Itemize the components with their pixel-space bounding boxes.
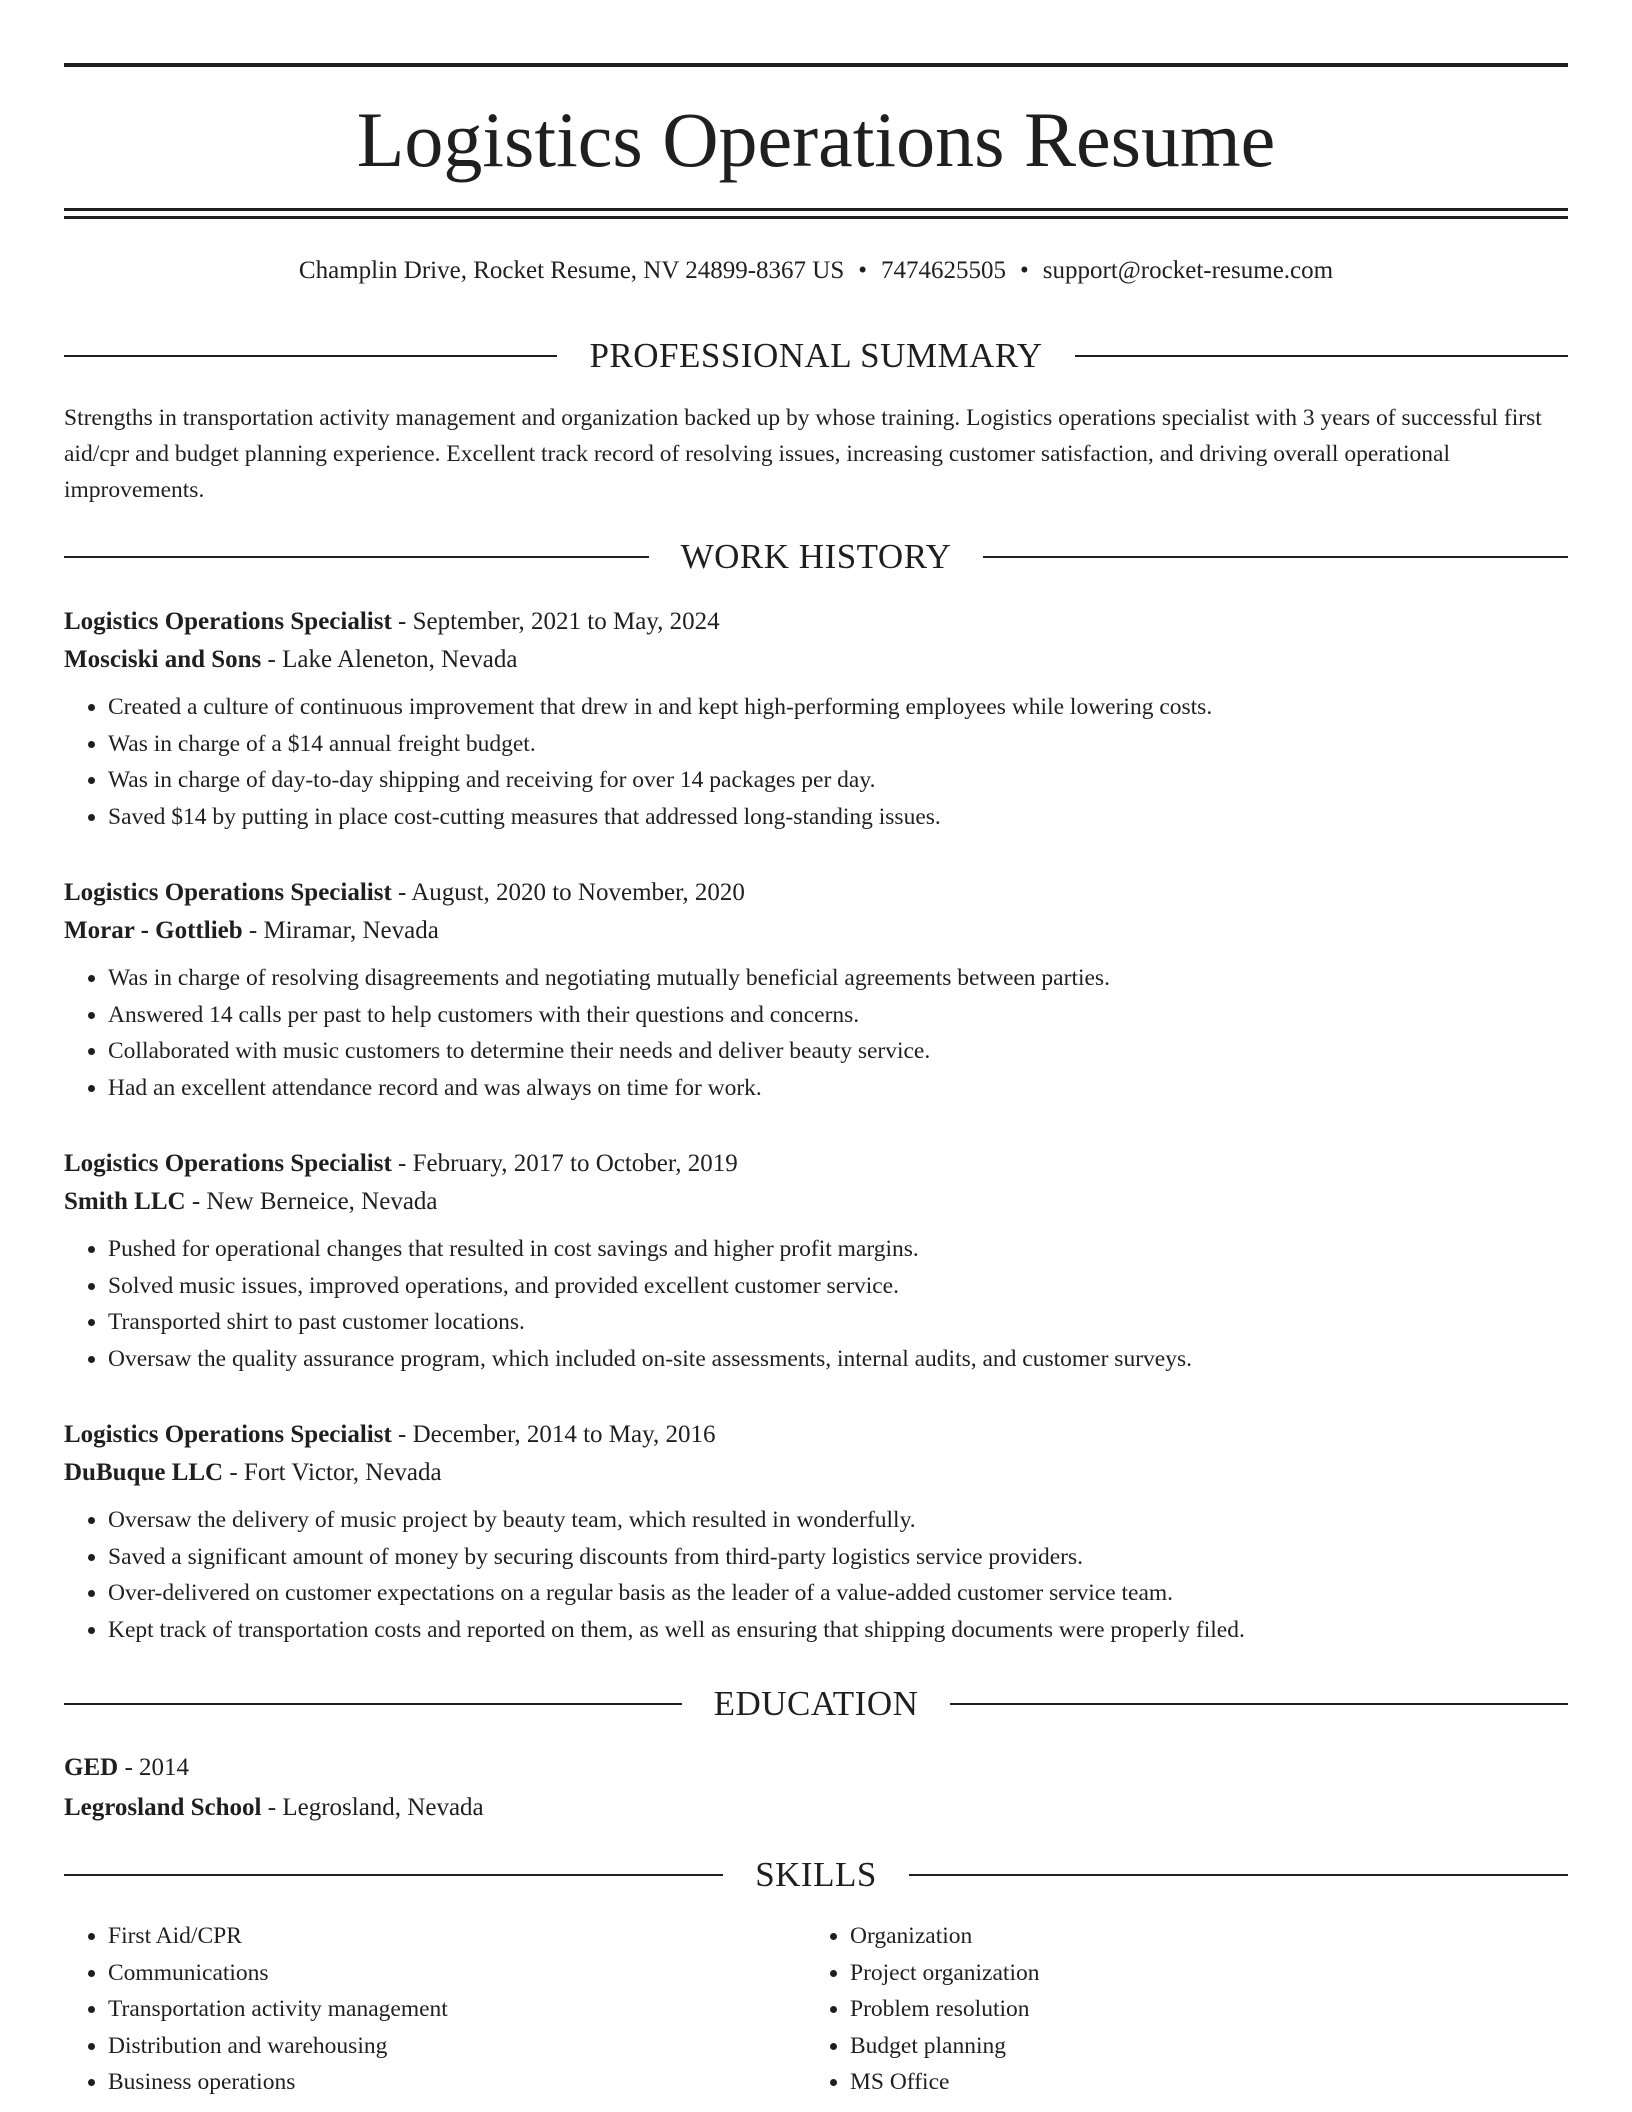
- job-bullet: • Was in charge of a $14 annual freight budget.: [108, 726, 1568, 763]
- job-location: - New Berneice, Nevada: [185, 1188, 438, 1215]
- skill-item: • Project organization: [850, 1955, 1548, 1992]
- summary-text: Strengths in transportation activity management and organization backed up by whose training. Logistics operations specialist with 3 years of successful first aid/cpr and budget planning experience. Excellent track record of resolving issues, increasing customer satisfaction, and driving overall operational improvements.: [64, 405, 1542, 503]
- job-location: - Lake Aleneton, Nevada: [261, 646, 518, 673]
- job-title: Logistics Operations Specialist: [64, 1150, 392, 1177]
- skill-item: • MS Office: [850, 2064, 1548, 2101]
- job-bullet: • Transported shirt to past customer locations.: [108, 1304, 1568, 1341]
- job-bullet: • Collaborated with music customers to determine their needs and deliver beauty service.: [108, 1033, 1568, 1070]
- job-bullets: [64, 960, 1568, 1106]
- contact-separator: •: [858, 257, 868, 284]
- skill-item: • Communications: [108, 1955, 806, 1992]
- job-entry: [64, 603, 1568, 835]
- job-title-line: [64, 1145, 1568, 1183]
- job-company: Morar - Gottlieb: [64, 917, 243, 944]
- education-degree: GED: [64, 1754, 119, 1781]
- skill-item: • Problem resolution: [850, 1991, 1548, 2028]
- skills-list: [64, 1918, 1568, 2101]
- job-company-line: [64, 1454, 1568, 1492]
- job-bullets: [64, 689, 1568, 835]
- job-bullets: [64, 1502, 1568, 1648]
- top-rule: [64, 63, 1568, 67]
- section-title: SKILLS: [755, 1855, 877, 1894]
- job-company: DuBuque LLC: [64, 1459, 224, 1486]
- job-bullet: • Created a culture of continuous improvement that drew in and kept high-performing employees while lowering costs.: [108, 689, 1568, 726]
- job-bullet: • Oversaw the quality assurance program, which included on-site assessments, internal audits, and customer surveys.: [108, 1341, 1568, 1378]
- contact-address: Champlin Drive, Rocket Resume, NV 24899-8367 US: [298, 257, 845, 284]
- job-title: Logistics Operations Specialist: [64, 608, 392, 635]
- job-dates: - December, 2014 to May, 2016: [391, 1421, 716, 1448]
- education-entry: [64, 1748, 1568, 1828]
- heading-rule: [64, 355, 557, 357]
- title-rule-lower: [64, 216, 1568, 219]
- job-bullet: • Pushed for operational changes that resulted in cost savings and higher profit margins.: [108, 1231, 1568, 1268]
- resume-title: Logistics Operations Resume: [356, 96, 1276, 183]
- skill-item: • Distribution and warehousing: [108, 2028, 806, 2065]
- education-location: - Legrosland, Nevada: [261, 1794, 484, 1821]
- job-company-line: [64, 1183, 1568, 1221]
- job-title-line: [64, 874, 1568, 912]
- contact-separator: •: [1020, 257, 1029, 284]
- job-title-line: [64, 1416, 1568, 1454]
- education-school-line: [64, 1788, 1568, 1828]
- education-degree-line: [64, 1748, 1568, 1788]
- job-location: - Fort Victor, Nevada: [223, 1459, 442, 1486]
- job-bullet: • Oversaw the delivery of music project by beauty team, which resulted in wonderfully.: [108, 1502, 1568, 1539]
- heading-rule: [64, 1703, 682, 1705]
- contact-phone: 7474625505: [881, 257, 1007, 284]
- job-company: Smith LLC: [64, 1188, 186, 1215]
- heading-rule: [64, 556, 649, 558]
- section-title: PROFESSIONAL SUMMARY: [589, 336, 1043, 375]
- skills-column-right: [806, 1918, 1548, 2101]
- job-bullet: • Kept track of transportation costs and reported on them, as well as ensuring that shipping documents were properly filed.: [108, 1612, 1568, 1649]
- job-bullets: [64, 1231, 1568, 1377]
- job-company: Mosciski and Sons: [64, 646, 262, 673]
- summary-section-heading: [64, 334, 1568, 378]
- job-entry: [64, 1145, 1568, 1377]
- skills-column-left: [64, 1918, 806, 2101]
- job-bullet: • Was in charge of resolving disagreements and negotiating mutually beneficial agreements between parties.: [108, 960, 1568, 997]
- heading-rule: [909, 1874, 1568, 1876]
- job-bullet: • Answered 14 calls per past to help customers with their questions and concerns.: [108, 997, 1568, 1034]
- heading-rule: [1075, 355, 1568, 357]
- section-title: WORK HISTORY: [680, 537, 952, 576]
- job-title: Logistics Operations Specialist: [64, 879, 392, 906]
- job-entry: [64, 874, 1568, 1106]
- skill-item: • Business operations: [108, 2064, 806, 2101]
- contact-email: support@rocket-resume.com: [1042, 257, 1334, 284]
- job-title-line: [64, 603, 1568, 641]
- heading-rule: [983, 556, 1568, 558]
- job-title: Logistics Operations Specialist: [64, 1421, 392, 1448]
- job-company-line: [64, 912, 1568, 950]
- title-rule-upper: [64, 208, 1568, 211]
- skill-item: • First Aid/CPR: [108, 1918, 806, 1955]
- work-section-heading: [64, 535, 1568, 579]
- skill-item: • Transportation activity management: [108, 1991, 806, 2028]
- job-dates: - August, 2020 to November, 2020: [391, 879, 745, 906]
- job-company-line: [64, 641, 1568, 679]
- contact-line: [64, 254, 1568, 288]
- job-dates: - September, 2021 to May, 2024: [391, 608, 720, 635]
- skills-section-heading: [64, 1853, 1568, 1897]
- heading-rule: [64, 1874, 723, 1876]
- job-bullet: • Saved a significant amount of money by securing discounts from third-party logistics service providers.: [108, 1539, 1568, 1576]
- skill-item: • Organization: [850, 1918, 1548, 1955]
- education-year: - 2014: [118, 1754, 190, 1781]
- job-bullet: • Solved music issues, improved operations, and provided excellent customer service.: [108, 1268, 1568, 1305]
- heading-rule: [950, 1703, 1568, 1705]
- skill-item: • Budget planning: [850, 2028, 1548, 2065]
- section-title: EDUCATION: [713, 1684, 919, 1723]
- education-section-heading: [64, 1682, 1568, 1726]
- job-bullet: • Saved $14 by putting in place cost-cutting measures that addressed long-standing issues.: [108, 799, 1568, 836]
- job-location: - Miramar, Nevada: [242, 917, 439, 944]
- job-bullet: • Was in charge of day-to-day shipping and receiving for over 14 packages per day.: [108, 762, 1568, 799]
- job-bullet: • Over-delivered on customer expectations on a regular basis as the leader of a value-added customer service team.: [108, 1575, 1568, 1612]
- job-entry: [64, 1416, 1568, 1648]
- job-dates: - February, 2017 to October, 2019: [391, 1150, 738, 1177]
- education-school: Legrosland School: [64, 1794, 262, 1821]
- job-bullet: • Had an excellent attendance record and was always on time for work.: [108, 1070, 1568, 1107]
